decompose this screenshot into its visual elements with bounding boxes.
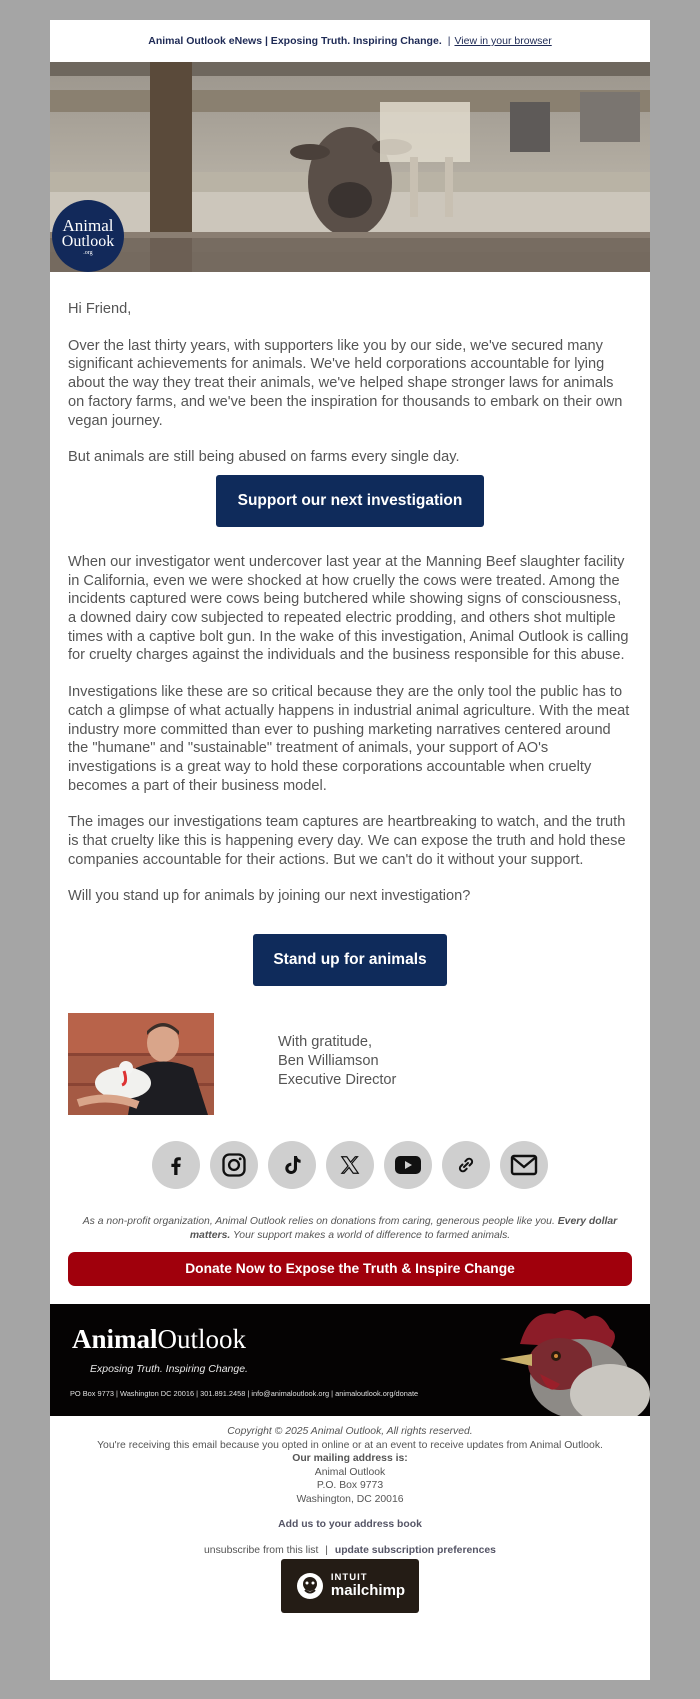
footer-contact: PO Box 9773 | Washington DC 20016 | 301.891.2458 | info@animaloutlook.org | animaloutlook.org/donate: [70, 1389, 419, 1399]
unsubscribe-link[interactable]: unsubscribe from this list: [204, 1544, 319, 1556]
preheader-separator: |: [447, 35, 451, 47]
hero-cow-photo: [50, 62, 650, 272]
paragraph-2: But animals are still being abused on farms every single day.: [68, 449, 460, 466]
youtube-icon[interactable]: [384, 1141, 432, 1189]
signature-name: Ben Williamson: [278, 1053, 379, 1070]
paragraph-3: When our investigator went undercover last year at the Manning Beef slaughter facility in California, even we were shocked at how cruelly the cows were treated. Among the incidents captured were cows being butchered while showing signs of consciousness, a downed dairy cow subjected to repeated electric prodding, and others shot multiple times with a captive bolt gun. In the wake of this investigation, Animal Outlook is calling for cruelty charges against the individuals and the business responsible for this abuse.: [68, 553, 629, 664]
paragraph-5: The images our investigations team captures are heartbreaking to watch, and the truth is that cruelty like this is happening every day. We can expose the truth and hold these companies accountable for their actions. But we can't do it without your support.: [68, 814, 626, 868]
hero-image: [50, 62, 650, 272]
greeting: Hi Friend,: [68, 301, 132, 317]
mailchimp-icon: [295, 1571, 325, 1601]
signature-closing: With gratitude,: [278, 1034, 373, 1051]
preheader: [50, 20, 650, 62]
rooster-photo: [460, 1304, 650, 1416]
signature-text: [278, 1033, 396, 1090]
paragraph-4: Investigations like these are so critical because they are the only tool the public has to catch a glimpse of what actually happens in industrial animal agriculture. With the meat industry more committed than ever to pushing marketing narratives centered around the "humane" and "sustainable" treatment of animals, your support of AO's investigations is a great way to hold these corporations accountable when cruelty becomes a part of their business model.: [68, 684, 630, 794]
mailchimp-badge[interactable]: INTUIT mailchimp: [281, 1559, 419, 1613]
address-line-1: Animal Outlook: [314, 1466, 386, 1478]
fine-print: As a non-profit organization, Animal Outlook relies on donations from caring, generous people like you. Every dollar matters. Your support makes a world of difference to farmed animals.: [82, 1216, 618, 1241]
email-body: [50, 300, 650, 986]
support-investigation-button[interactable]: Support our next investigation: [216, 475, 484, 527]
donate-button[interactable]: Donate Now to Expose the Truth & Inspire Change: [68, 1252, 632, 1286]
animal-outlook-logo[interactable]: Animal Outlook .org: [52, 200, 124, 272]
tiktok-icon[interactable]: [268, 1141, 316, 1189]
legal-footer: Copyright © 2025 Animal Outlook, All rights reserved. You're receiving this email because you opted in online or at an event to receive updates from Animal Outlook. Our mailing address is: Animal Outlook P.O. Box 9773 Washington, DC 20016 Add us to your address book unsubscribe from this list | update subscription preferences INTUIT mailchimp: [50, 1425, 650, 1613]
address-line-2: P.O. Box 9773: [316, 1480, 384, 1492]
instagram-icon[interactable]: [210, 1141, 258, 1189]
paragraph-6: Will you stand up for animals by joining our next investigation?: [68, 888, 471, 905]
copyright-text: Copyright © 2025 Animal Outlook, All rights reserved.: [227, 1426, 473, 1438]
paragraph-1: Over the last thirty years, with supporters like you by our side, we've secured many significant achievements for animals. We've held corporations accountable for lying about the way they treat their animals, we've helped shape stronger laws for animals on factory farms, and we've been the inspiration for thousands to embark on their own vegan journey.: [68, 337, 623, 429]
social-links: [50, 1141, 650, 1189]
add-address-book-link[interactable]: Add us to your address book: [278, 1519, 422, 1531]
facebook-icon[interactable]: [152, 1141, 200, 1189]
email-card: [50, 20, 650, 1680]
footer-tagline: Exposing Truth. Inspiring Change.: [90, 1363, 248, 1376]
x-icon[interactable]: [326, 1141, 374, 1189]
email-icon[interactable]: [500, 1141, 548, 1189]
link-icon[interactable]: [442, 1141, 490, 1189]
mailing-address-label: Our mailing address is:: [292, 1453, 408, 1465]
signature-block: [50, 1013, 650, 1115]
stand-up-button[interactable]: Stand up for animals: [253, 934, 447, 986]
footer-banner: [50, 1304, 650, 1416]
address-line-3: Washington, DC 20016: [296, 1493, 404, 1505]
director-photo: [68, 1013, 214, 1115]
view-in-browser-link[interactable]: View in your browser: [454, 35, 552, 47]
signature-title: Executive Director: [278, 1072, 397, 1089]
opt-in-reason: You're receiving this email because you opted in online or at an event to receive updates from Animal Outlook.: [97, 1439, 603, 1451]
update-preferences-link[interactable]: update subscription preferences: [334, 1544, 496, 1556]
preheader-title: Animal Outlook eNews | Exposing Truth. Inspiring Change.: [148, 35, 442, 47]
footer-brand-logo[interactable]: AnimalOutlook: [72, 1324, 247, 1355]
